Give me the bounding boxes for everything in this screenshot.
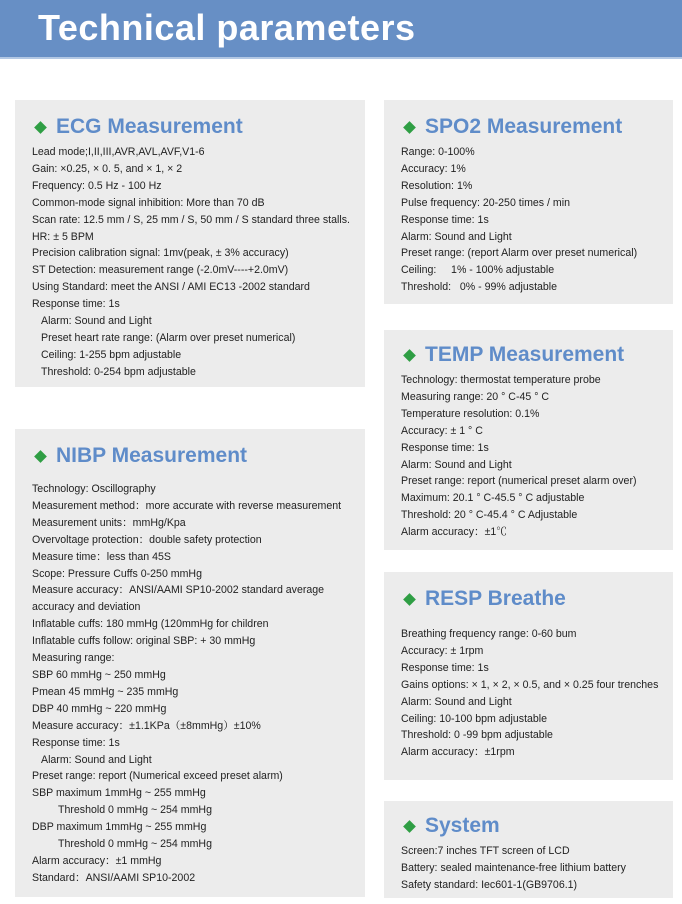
spec-line: Threshold: 0 -99 bpm adjustable xyxy=(401,729,553,742)
spec-line: Scan rate: 12.5 mm / S, 25 mm / S, 50 mm / S standard three stalls. xyxy=(32,213,350,226)
nibp-section xyxy=(15,429,365,897)
spec-line: Accuracy: ± 1 ° C xyxy=(401,424,483,437)
spec-line: Breathing frequency range: 0-60 bum xyxy=(401,628,577,640)
spec-line: Temperature resolution: 0.1% xyxy=(401,407,540,420)
section-title: RESP Breathe xyxy=(425,587,566,610)
spec-line: Preset heart rate range: (Alarm over preset numerical) xyxy=(41,331,296,344)
spec-line: Screen:7 inches TFT screen of LCD xyxy=(401,845,570,857)
spec-line: Measurement units：mmHg/Kpa xyxy=(32,516,186,529)
spec-line: Gains options: × 1, × 2, × 0.5, and × 0.25 four trenches xyxy=(401,678,659,691)
spec-line: Pulse frequency: 20-250 times / min xyxy=(401,196,570,209)
spec-line: Safety standard: Iec601-1(GB9706.1) xyxy=(401,878,578,891)
spec-list xyxy=(401,626,673,761)
spec-line: Accuracy: 1% xyxy=(401,162,466,175)
spec-line: Alarm accuracy：±1℃ xyxy=(401,526,507,539)
spec-line: Response time: 1s xyxy=(32,298,120,311)
spec-line: Standard：ANSI/AAMI SP10-2002 xyxy=(32,871,196,884)
spec-line: Accuracy: ± 1rpm xyxy=(401,644,484,657)
diamond-bullet-icon xyxy=(403,121,416,134)
spec-line: Scope: Pressure Cuffs 0-250 mmHg xyxy=(32,567,202,580)
page-title: Technical parameters xyxy=(38,7,416,48)
spec-line: Measurement method：more accurate with reverse measurement xyxy=(32,499,342,512)
spec-line: Alarm: Sound and Light xyxy=(41,753,152,766)
temp-section xyxy=(384,330,673,550)
spec-line: DBP 40 mmHg ~ 220 mmHg xyxy=(32,702,167,715)
diamond-bullet-icon xyxy=(34,121,47,134)
spec-line: HR: ± 5 BPM xyxy=(32,230,94,243)
section-title: NIBP Measurement xyxy=(56,444,248,467)
spec-line: Resolution: 1% xyxy=(401,179,473,192)
spec-line: Threshold: 0-254 bpm adjustable xyxy=(41,365,196,378)
resp-section xyxy=(384,572,673,780)
spec-line: SBP 60 mmHg ~ 250 mmHg xyxy=(32,668,166,681)
section-title: SPO2 Measurement xyxy=(425,115,623,138)
section-title: ECG Measurement xyxy=(56,115,243,138)
spec-line: Technology: thermostat temperature probe xyxy=(401,374,601,386)
spec-line: Precision calibration signal: 1mv(peak, ± 3% accuracy) xyxy=(32,247,289,260)
diamond-bullet-icon xyxy=(403,820,416,833)
spec-line: Lead mode;I,II,III,AVR,AVL,AVF,V1-6 xyxy=(32,146,205,158)
spec-line: Alarm: Sound and Light xyxy=(401,230,512,243)
spec-line: Response time: 1s xyxy=(401,213,489,226)
spec-line: Maximum: 20.1 ° C-45.5 ° C adjustable xyxy=(401,492,585,505)
spec-list xyxy=(401,144,673,296)
section-heading xyxy=(401,114,673,140)
spec-line: Range: 0-100% xyxy=(401,146,475,158)
spec-line: Battery: sealed maintenance-free lithium battery xyxy=(401,861,626,874)
spec-line: Gain: ×0.25, × 0. 5, and × 1, × 2 xyxy=(32,162,183,175)
spec-line: Response time: 1s xyxy=(32,736,120,749)
spec-line: Threshold 0 mmHg ~ 254 mmHg xyxy=(58,838,212,851)
diamond-bullet-icon xyxy=(403,593,416,606)
page-header xyxy=(0,0,682,59)
spo2-section xyxy=(384,100,673,304)
spec-line: Preset range: (report Alarm over preset numerical) xyxy=(401,247,638,260)
spec-line: Measure accuracy：±1.1KPa（±8mmHg）±10% xyxy=(32,719,261,732)
section-heading xyxy=(32,114,365,140)
spec-line: Alarm: Sound and Light xyxy=(401,458,512,471)
diamond-bullet-icon xyxy=(34,450,47,463)
spec-line: Response time: 1s xyxy=(401,661,489,674)
spec-line: Measuring range: 20 ° C-45 ° C xyxy=(401,390,550,403)
spec-line: Inflatable cuffs follow: original SBP: + 30 mmHg xyxy=(32,635,256,648)
section-title: System xyxy=(425,814,500,837)
spec-line: Ceiling: 1-255 bpm adjustable xyxy=(41,348,182,361)
spec-line: Measuring range: xyxy=(32,652,115,665)
spec-line: Alarm accuracy：±1rpm xyxy=(401,746,515,759)
spec-line: accuracy and deviation xyxy=(32,601,141,614)
spec-list xyxy=(32,144,365,381)
spec-line: Ceiling: 10-100 bpm adjustable xyxy=(401,712,548,725)
spec-line: Overvoltage protection：double safety protection xyxy=(32,533,262,546)
spec-list xyxy=(401,372,673,541)
spec-line: Using Standard: meet the ANSI / AMI EC13 -2002 standard xyxy=(32,281,310,294)
spec-line: DBP maximum 1mmHg ~ 255 mmHg xyxy=(32,821,207,834)
section-heading xyxy=(401,813,673,839)
spec-line: Threshold 0 mmHg ~ 254 mmHg xyxy=(58,804,212,817)
spec-line: Technology: Oscillography xyxy=(32,483,156,495)
spec-line: Alarm: Sound and Light xyxy=(401,695,512,708)
section-heading xyxy=(32,443,365,469)
section-title: TEMP Measurement xyxy=(425,343,625,366)
diamond-bullet-icon xyxy=(403,349,416,362)
spec-line: Response time: 1s xyxy=(401,441,489,454)
section-heading xyxy=(401,342,673,368)
spec-list xyxy=(401,843,673,894)
spec-line: Ceiling: 1% - 100% adjustable xyxy=(401,264,555,277)
spec-line: Threshold: 20 ° C-45.4 ° C Adjustable xyxy=(401,509,578,522)
spec-line: Common-mode signal inhibition: More than 70 dB xyxy=(32,196,265,209)
spec-line: Threshold: 0% - 99% adjustable xyxy=(401,281,558,294)
spec-line: Pmean 45 mmHg ~ 235 mmHg xyxy=(32,685,179,698)
spec-line: Preset range: report (numerical preset alarm over) xyxy=(401,475,637,488)
spec-line: Preset range: report (Numerical exceed preset alarm) xyxy=(32,770,283,783)
spec-line: Alarm accuracy：±1 mmHg xyxy=(32,854,162,867)
spec-list xyxy=(32,481,365,887)
spec-line: Frequency: 0.5 Hz - 100 Hz xyxy=(32,179,162,192)
section-heading xyxy=(401,586,673,612)
spec-line: Alarm: Sound and Light xyxy=(41,315,152,328)
ecg-section xyxy=(15,100,365,387)
spec-line: Measure time：less than 45S xyxy=(32,550,171,563)
spec-line: Measure accuracy：ANSI/AAMI SP10-2002 standard average xyxy=(32,584,325,597)
spec-line: ST Detection: measurement range (-2.0mV----+2.0mV) xyxy=(32,264,289,277)
spec-line: Inflatable cuffs: 180 mmHg (120mmHg for children xyxy=(32,618,269,631)
system-section xyxy=(384,801,673,898)
spec-line: SBP maximum 1mmHg ~ 255 mmHg xyxy=(32,787,206,800)
